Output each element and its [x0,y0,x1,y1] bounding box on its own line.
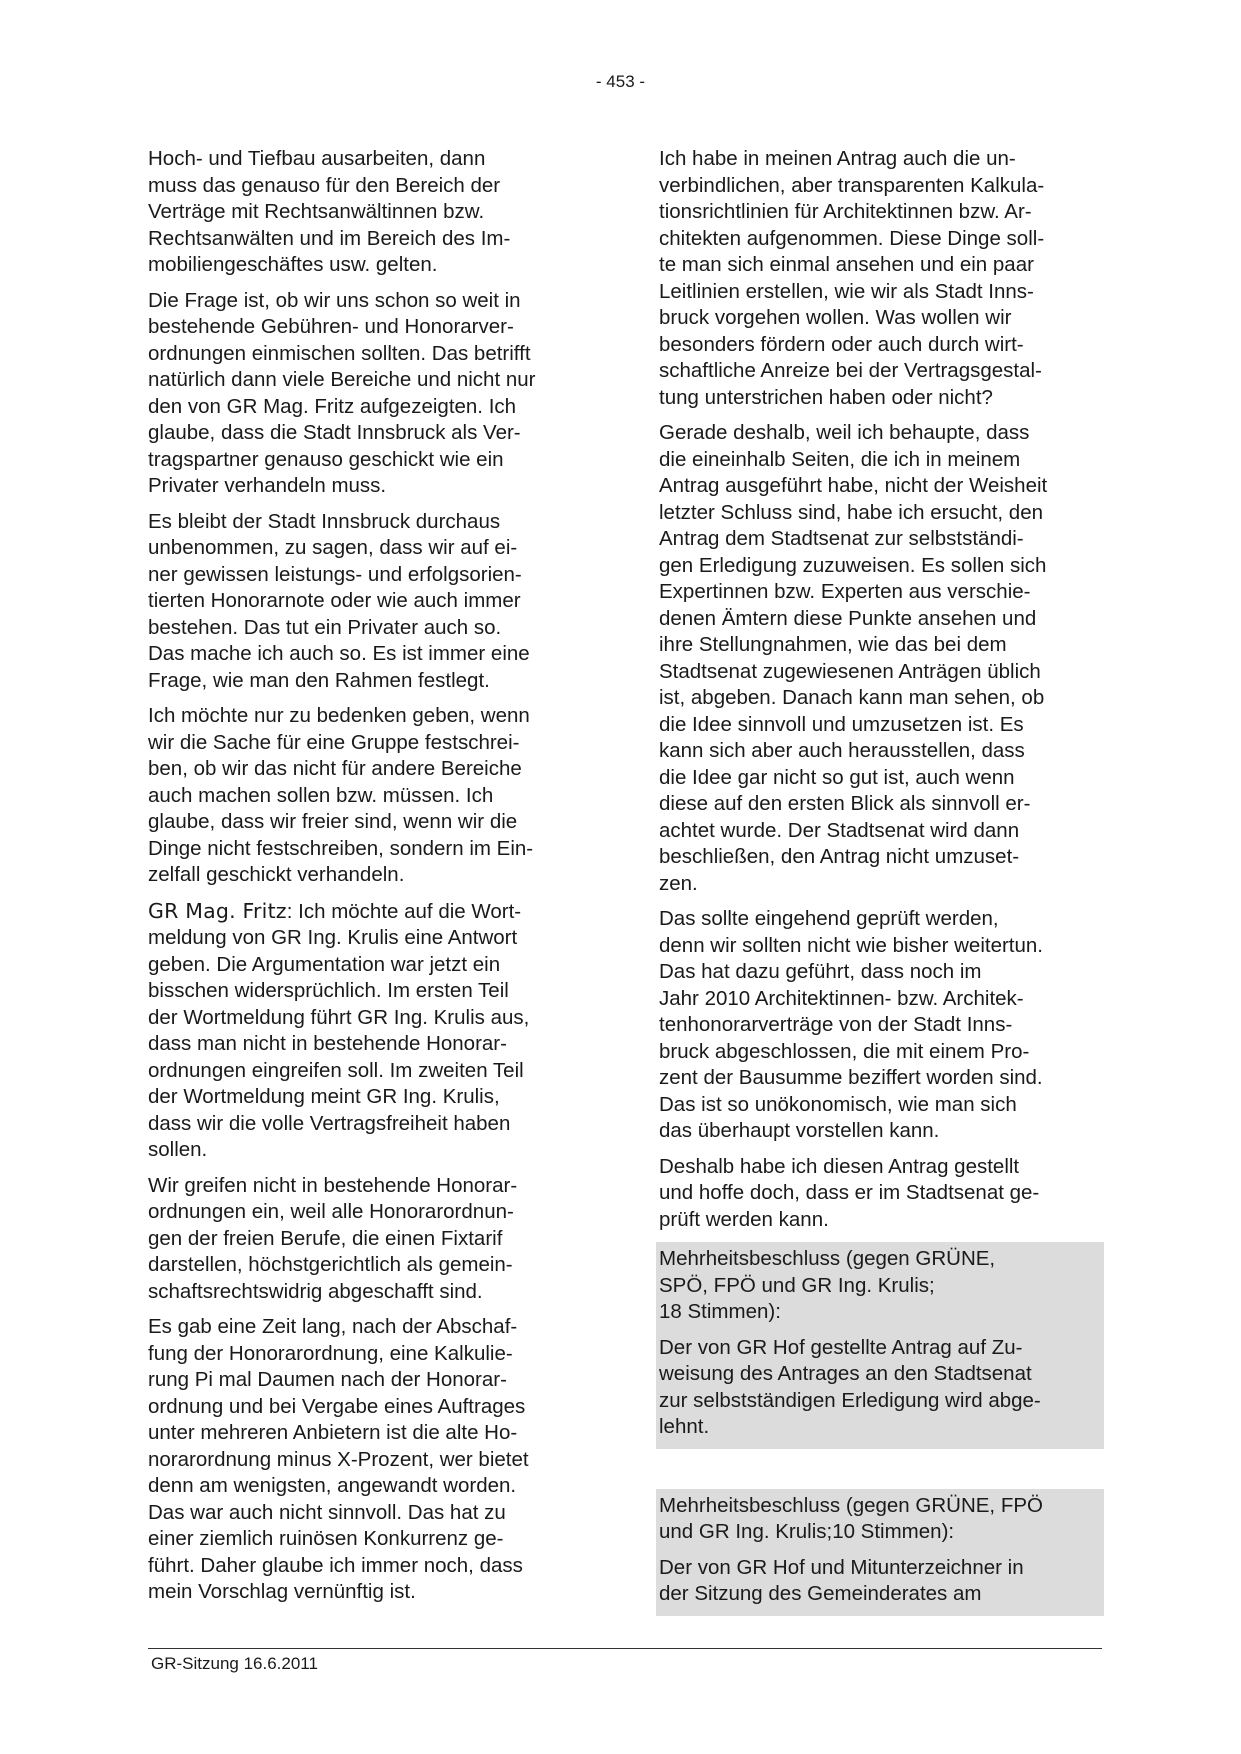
paragraph: Es bleibt der Stadt Innsbruck durchaus unbenommen, zu sagen, dass wir auf ei- ner gewissen leistungs- und erfolgsorien- tierten Honorarnote oder wie auch immer bestehen. Das tut ein Privater auch so. Das mache ich auch so. Es ist immer eine Frage, wie man den Rahmen festlegt. [148,509,530,692]
speaker-name: GR Mag. Fritz [148,898,287,923]
footer-divider [148,1648,1102,1649]
paragraph: Es gab eine Zeit lang, nach der Abschaf- fung der Honorarordnung, eine Kalkulie- rung Pi mal Daumen nach der Honorar- ordnung und bei Vergabe eines Auftrages unter mehreren Anbietern ist die alte Ho- norarordnung minus X-Prozent, wer bietet denn am wenigsten, angewandt worden. Das war auch nicht sinnvoll. Das hat zu einer ziemlich ruinösen Konkurrenz ge- führt. Daher glaube ich immer noch, dass mein Vorschlag vernünftig ist. [148,1315,529,1603]
left-column [148,146,588,1615]
resolution-heading: Mehrheitsbeschluss (gegen GRÜNE, SPÖ, FPÖ und GR Ing. Krulis; 18 Stimmen): [659,1247,996,1323]
right-column [659,146,1099,1616]
resolution-box [656,1242,1104,1449]
paragraph: Die Frage ist, ob wir uns schon so weit in bestehende Gebühren- und Honorarver- ordnungen einmischen sollten. Das betrifft natürlich dann viele Bereiche und nicht nur den von GR Mag. Fritz aufgezeigten. Ich glaube, dass die Stadt Innsbruck als Ver- tragspartner genauso geschickt wie ein Privater verhandeln muss. [148,288,536,497]
paragraph: Hoch- und Tiefbau ausarbeiten, dann muss das genauso für den Bereich der Verträge mit Rechtsanwältinnen bzw. Rechtsanwälten und im Bereich des Im- mobiliengeschäftes usw. gelten. [148,147,511,276]
paragraph: Ich möchte nur zu bedenken geben, wenn wir die Sache für eine Gruppe festschrei- ben, ob wir das nicht für andere Bereiche auch machen sollen bzw. müssen. Ich glaube, dass wir freier sind, wenn wir die Dinge nicht festschreiben, sondern im Ein- zelfall geschickt verhandeln. [148,704,534,886]
resolution-heading: Mehrheitsbeschluss (gegen GRÜNE, FPÖ und GR Ing. Krulis;10 Stimmen): [659,1493,1043,1543]
paragraph: Das sollte eingehend geprüft werden, denn wir sollten nicht wie bisher weitertun. Das hat dazu geführt, dass noch im Jahr 2010 Architektinnen- bzw. Architek- tenhonorarverträge von der Stadt Inns- bruck abgeschlossen, die mit einem Pro- zent der Bausumme beziffert worden sind. Das ist so unökonomisch, wie man sich das überhaupt vorstellen kann. [659,907,1043,1142]
spacer [659,1449,1099,1489]
resolution-text: Der von GR Hof und Mitunterzeichner in der Sitzung des Gemeinderates am [659,1555,1024,1605]
paragraph: Deshalb habe ich diesen Antrag gestellt und hoffe doch, dass er im Stadtsenat ge- prüft werden kann. [659,1154,1040,1231]
page-number: - 453 - [595,72,646,91]
resolution-text: Der von GR Hof gestellte Antrag auf Zu- weisung des Antrages an den Stadtsenat zur selbstständigen Erledigung wird abge- lehnt. [659,1335,1041,1438]
paragraph: Gerade deshalb, weil ich behaupte, dass die eineinhalb Seiten, die ich in meinem Antrag ausgeführt habe, nicht der Weisheit letzter Schluss sind, habe ich ersucht, den Antrag dem Stadtsenat zur selbstständi- gen Erledigung zuzuweisen. Es sollen sich Expertinnen bzw. Experten aus verschie- denen Ämtern diese Punkte ansehen und ihre Stellungnahmen, wie das bei dem Stadtsenat zugewiesenen Anträgen üblich ist, abgeben. Danach kann man sehen, ob die Idee sinnvoll und umzusetzen ist. Es kann sich aber auch herausstellen, dass die Idee gar nicht so gut ist, auch wenn diese auf den ersten Blick als sinnvoll er- achtet wurde. Der Stadtsenat wird dann beschließen, den Antrag nicht umzuset- zen. [659,421,1048,895]
footer-session-date: GR-Sitzung 16.6.2011 [151,1654,318,1673]
speaker-statement: : Ich möchte auf die Wort- meldung von GR Ing. Krulis eine Antwort geben. Die Argumentation war jetzt ein bisschen widersprüchlich. Im ersten Teil der Wortmeldung führt GR Ing. Krulis aus, dass man nicht in bestehende Honorar- ordnungen eingreifen soll. Im zweiten Teil der Wortmeldung meint GR Ing. Krulis, dass wir die volle Vertragsfreiheit haben sollen. [148,899,530,1161]
paragraph: Wir greifen nicht in bestehende Honorar- ordnungen ein, weil alle Honorarordnun- gen der freien Berufe, die einen Fixtarif darstellen, höchstgerichtlich als gemein- schaftsrechtswidrig abgeschafft sind. [148,1173,518,1303]
resolution-box [656,1489,1104,1616]
paragraph: Ich habe in meinen Antrag auch die un- verbindlichen, aber transparenten Kalkula- tionsrichtlinien für Architektinnen bzw. Ar- chitekten aufgenommen. Diese Dinge soll- te man sich einmal ansehen und ein paar Leitlinien erstellen, wie wir als Stadt Inns- bruck vorgehen wollen. Was wollen wir besonders fördern oder auch durch wirt- schaftliche Anreize bei der Vertragsgestal- tung unterstrichen haben oder nicht? [659,147,1045,409]
paragraph-speaker-fritz [148,898,588,1164]
